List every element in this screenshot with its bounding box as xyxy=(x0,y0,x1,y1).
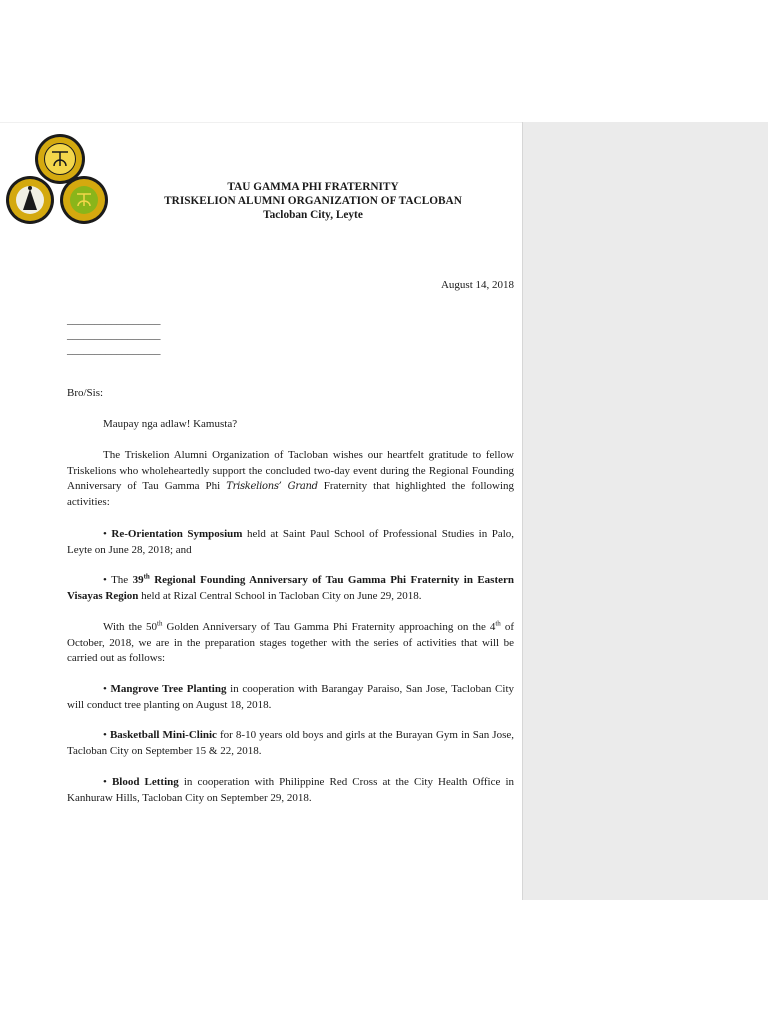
intro-text-2: Fraternity that highlighted the following activities: xyxy=(67,480,515,508)
upcoming-activity-item xyxy=(67,682,514,713)
intro-text-1: The Triskelion Alumni Organization of Tacloban wishes our heartfelt gratitude to fellow Triskelions who wholeheartedly support the concluded two-day event during the Regional Founding Anniversary of Tau Gamma Phi xyxy=(67,449,514,492)
activity-title: Mangrove Tree Planting xyxy=(110,683,227,695)
comments-pane[interactable] xyxy=(523,122,768,900)
activity-title: Regional Founding Anniversary of Tau Gamma Phi Fraternity in Eastern Visayas Region xyxy=(67,574,514,602)
letter-date: August 14, 2018 xyxy=(440,279,514,291)
golden-anniversary-paragraph xyxy=(67,620,514,667)
upcoming-activity-item xyxy=(67,728,514,759)
fraternity-seals xyxy=(6,132,110,228)
recipient-line-3: _________________ xyxy=(67,344,161,356)
bullet: • xyxy=(103,574,107,586)
activity-details: in cooperation with Barangay Paraiso, San Jose, Tacloban City will conduct tree planting on August 18, 2018. xyxy=(67,683,515,711)
upcoming-activity-item xyxy=(67,775,514,806)
activity-details: held at Rizal Central School in Tacloban City on June 29, 2018. xyxy=(138,589,422,602)
greeting: Maupay nga adlaw! Kamusta? xyxy=(103,418,238,430)
org-alumni-line: TRISKELION ALUMNI ORGANIZATION OF TACLOBAN xyxy=(164,195,462,207)
bullet: • xyxy=(103,776,107,788)
recipient-line-2: _________________ xyxy=(67,329,161,341)
activity-details: in cooperation with Philippine Red Cross at the City Health Office in Kanhuraw Hills, Tacloban City on September 29, 2018. xyxy=(67,776,515,804)
salutation: Bro/Sis: xyxy=(67,387,104,399)
golden-text-b: Golden Anniversary of Tau Gamma Phi Fraternity approaching on the 4 xyxy=(162,621,496,633)
bullet: • xyxy=(103,729,107,741)
golden-text-c: of October, 2018, we are in the preparation stages together with the series of activities that will be carried out as follows: xyxy=(67,621,514,664)
activity-title: Re-Orientation Symposium xyxy=(111,528,243,540)
bullet: • xyxy=(103,528,107,540)
seal-top xyxy=(35,134,85,184)
ordinal-suffix: th xyxy=(143,572,150,581)
ordinal-suffix: th xyxy=(495,619,501,628)
bullet: • xyxy=(103,683,107,695)
golden-text-a: With the 50 xyxy=(103,621,158,633)
past-activity-item xyxy=(67,573,514,604)
anniversary-number: 39 xyxy=(132,574,144,586)
recipient-line-1: _________________ xyxy=(67,314,161,326)
ordinal-suffix: th xyxy=(157,619,163,628)
handwritten-insert: Triskelions’ Grand xyxy=(226,481,318,492)
activity-title: Blood Letting xyxy=(111,776,179,788)
page-top-edge xyxy=(0,122,522,123)
seal-bottom-left xyxy=(6,176,54,224)
activity-prefix: The xyxy=(111,574,133,586)
intro-paragraph xyxy=(67,448,514,510)
activity-details: for 8-10 years old boys and girls at the Burayan Gym in San Jose, Tacloban City on September 15 & 22, 2018. xyxy=(67,729,514,757)
activity-details: held at Saint Paul School of Professional Studies in Palo, Leyte on June 28, 2018; and xyxy=(67,528,515,556)
org-name-line: TAU GAMMA PHI FRATERNITY xyxy=(227,181,399,193)
past-activity-item xyxy=(67,527,514,558)
activity-title: Basketball Mini-Clinic xyxy=(109,729,217,741)
org-location-line: Tacloban City, Leyte xyxy=(263,209,363,221)
seal-bottom-right xyxy=(60,176,108,224)
